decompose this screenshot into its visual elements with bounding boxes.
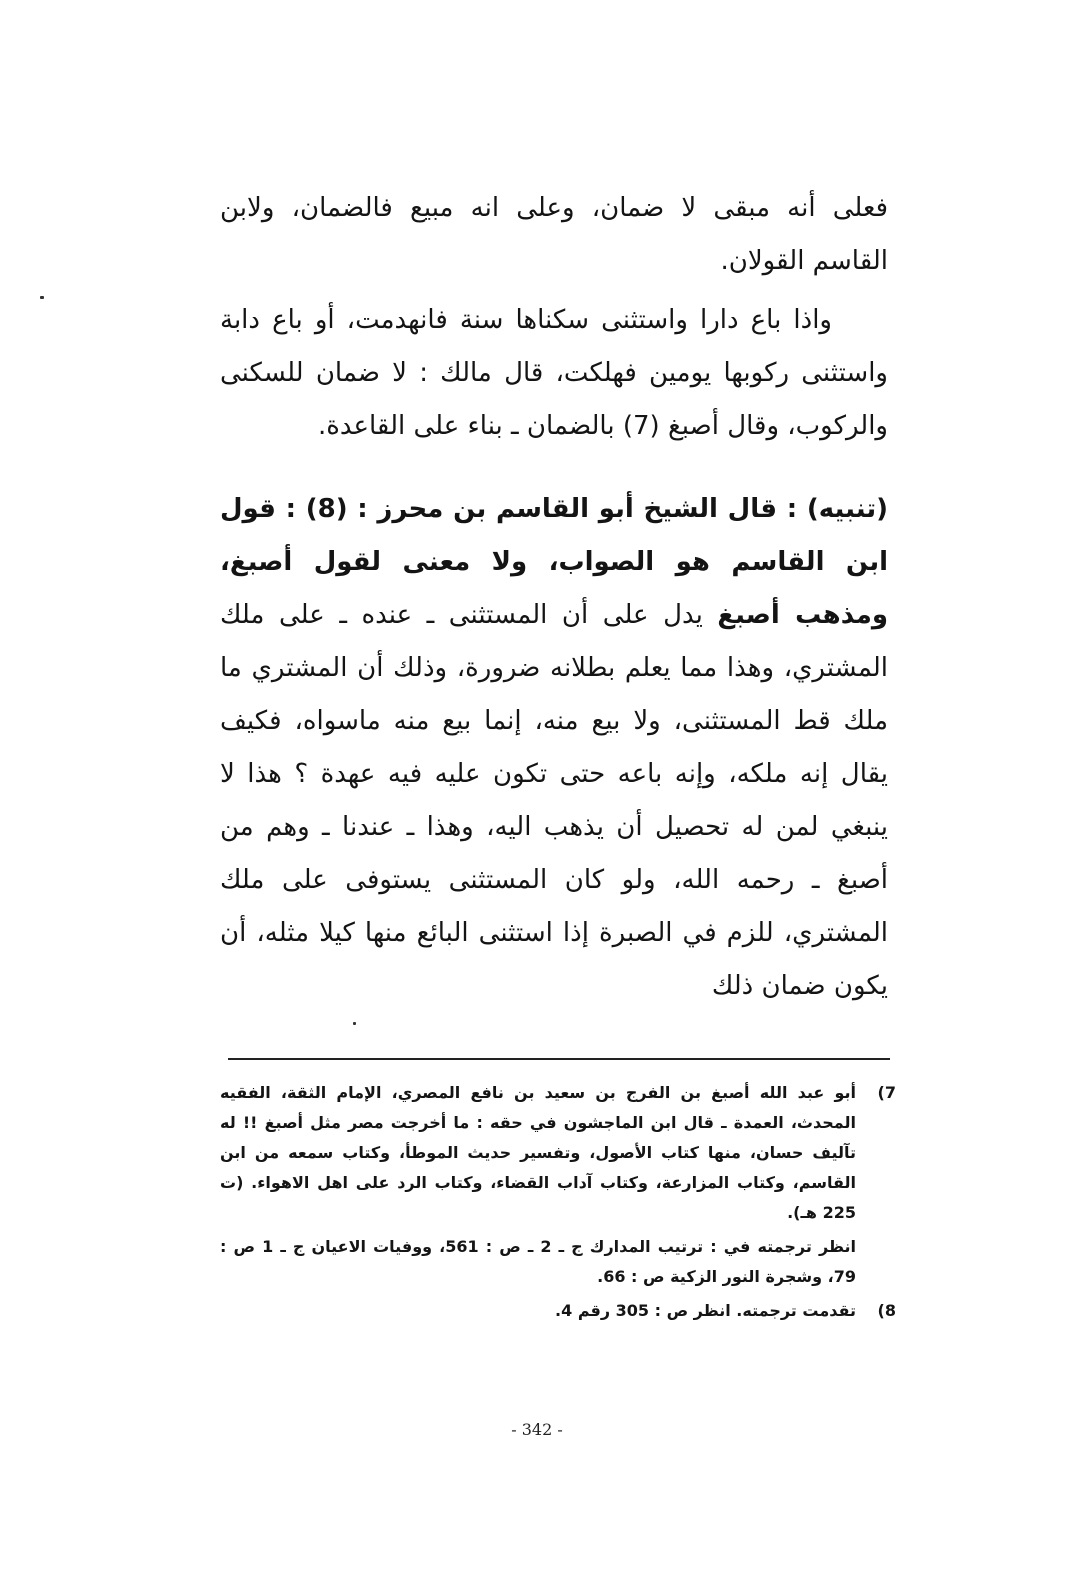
paragraph-1: فعلى أنه مبقى لا ضمان، وعلى انه مبيع فالضمان، ولابن القاسم القولان. (220, 193, 888, 276)
paragraph-3-body: يدل على أن المستثنى ـ عنده ـ على ملك المشتري، وهذا مما يعلم بطلانه ضرورة، وذلك أن المشتري ما ملك قط المستثنى، ولا بيع منه، إنما بيع منه ماسواه، فكيف يقال إنه ملكه، وإنه باعه حتى تكون عليه فيه عهدة ؟ هذا لا ينبغي لمن له تحصيل أن يذهب اليه، وهذا ـ عندنا ـ وهم من أصبغ ـ رحمه الله، ولو كان المستثنى يستوفى على ملك المشتري، للزم في الصبرة إذا استثنى البائع منها كيلا مثله، أن يكون ضمان ذلك (220, 600, 888, 1001)
paragraph-2: واذا باع دارا واستثنى سكناها سنة فانهدمت، أو باع دابة واستثنى ركوبها يومين فهلكت، قال مالك : لا ضمان للسكنى والركوب، وقال أصبغ (7) بالضمان ـ بناء على القاعدة. (220, 305, 888, 441)
footnote-7-text: أبو عبد الله أصبغ بن الفرج بن سعيد بن نافع المصري، الإمام الثقة، الفقيه المحدث، العمدة ـ قال ابن الماجشون في حقه : ما أخرجت مصر مثل أصبغ !! له تآليف حسان، منها كتاب الأصول، وتفسير حديث الموطأ، وكتاب سمعه من ابن القاسم، وكتاب المزارعة، وكتاب آداب القضاء، وكتاب الرد على اهل الاهواء. (ت 225 هـ). (220, 1083, 856, 1222)
page-number: - 342 - (511, 1420, 563, 1439)
footnotes-block (220, 1078, 896, 1326)
footnote-separator (228, 1058, 890, 1060)
footnote-8-body (220, 1296, 856, 1326)
footnote-8 (220, 1296, 896, 1326)
footnote-7 (220, 1078, 896, 1292)
tanbih-heading: (تنبيه) : قال الشيخ أبو القاسم بن محرز : (8) : قول ابن القاسم هو الصواب، ولا معنى لقول أصبغ، ومذهب أصبغ (220, 494, 888, 630)
paragraph-3 (220, 483, 888, 1013)
footnote-7-reference: انظر ترجمته في : ترتيب المدارك ج ـ 2 ـ ص : 561، ووفيات الاعيان ج ـ 1 ص : 79، وشجرة النور الزكية ص : 66. (220, 1237, 857, 1286)
main-text-block (220, 182, 888, 1013)
footnote-7-number: 7) (877, 1083, 896, 1102)
scan-speck (40, 296, 44, 299)
scan-speck (353, 1022, 356, 1025)
footnote-7-body (220, 1078, 856, 1292)
footnote-8-text: تقدمت ترجمته. انظر ص : 305 رقم 4. (555, 1301, 856, 1320)
footnote-8-number: 8) (877, 1301, 896, 1320)
